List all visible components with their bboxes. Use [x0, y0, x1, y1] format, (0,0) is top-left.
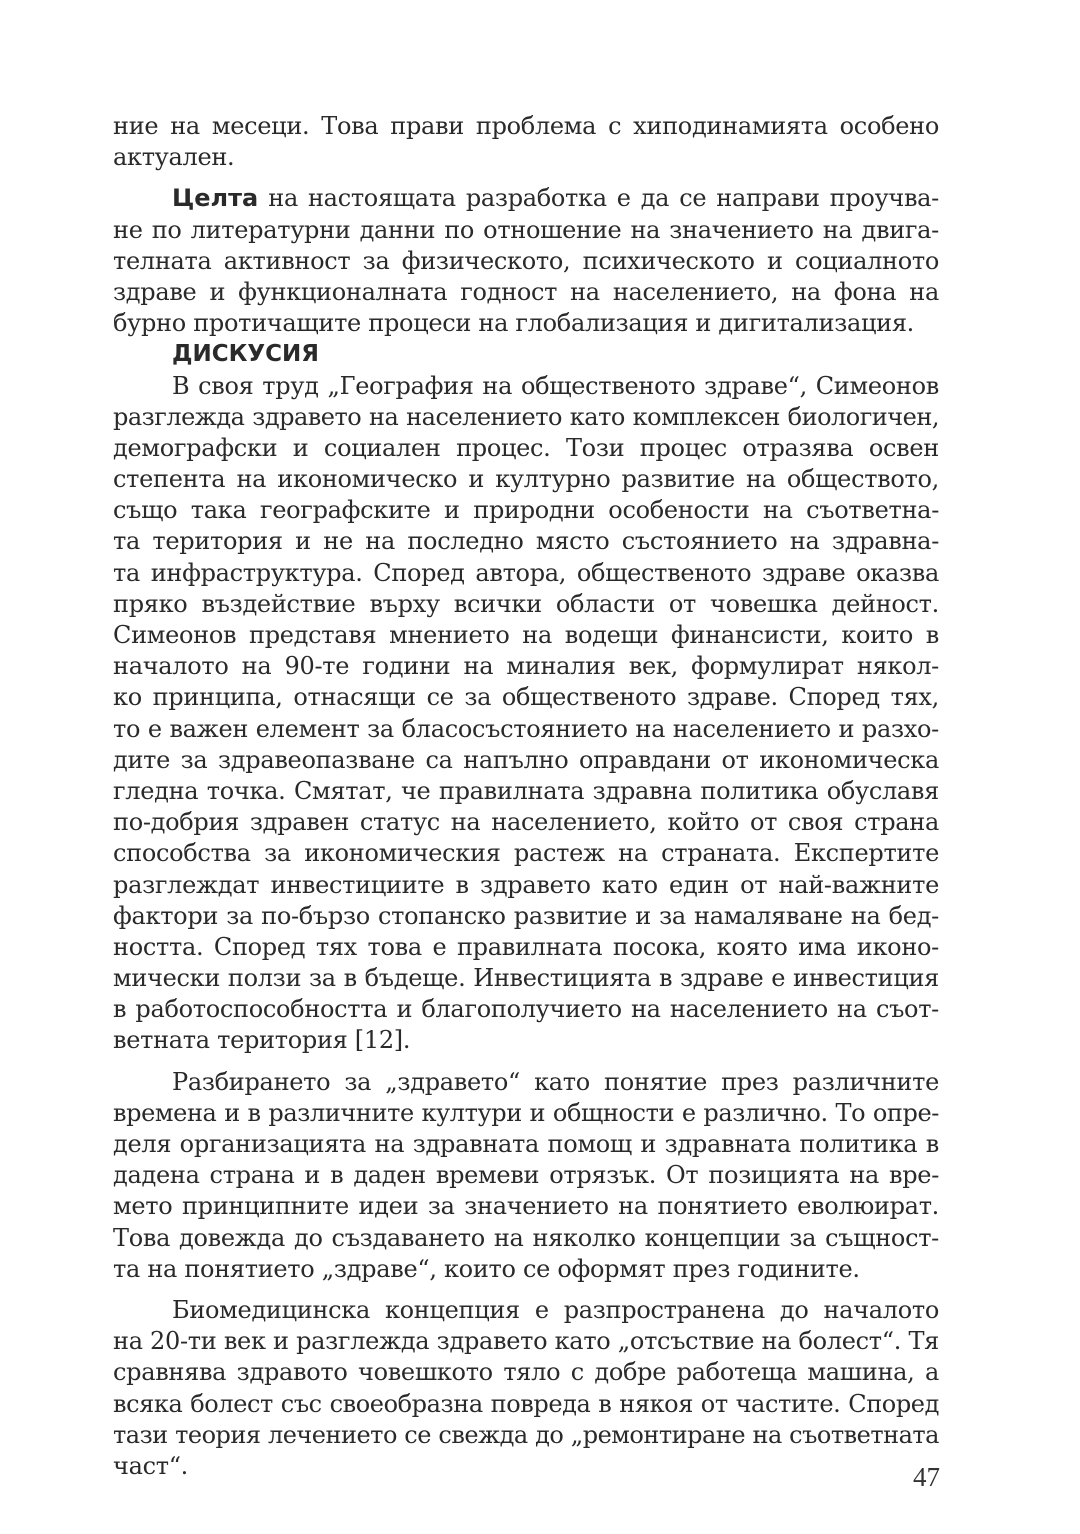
- text-line: актуален.: [113, 143, 235, 172]
- page-body: [113, 111, 939, 1482]
- text-line: ността. Според тях това е правилната посока, която има иконо-: [113, 932, 939, 961]
- text-line: телната активност за физическото, психическото и социалното: [113, 246, 939, 275]
- text-line: на 20-ти век и разглежда здравето като „отсъствие на болест“. Тя: [113, 1327, 939, 1356]
- text-line: разглежда здравето на населението като комплексен биологичен,: [113, 402, 939, 431]
- text-line: всяка болест със своеобразна повреда в някоя от частите. Според: [113, 1389, 939, 1418]
- text-line: пряко въздействие върху всички области от човешка дейност.: [113, 589, 939, 618]
- text-line: здраве и функционалната годност на населението, на фона на: [113, 277, 939, 306]
- section-heading: ДИСКУСИЯ: [172, 341, 319, 368]
- text-line: началото на 90-те години на миналия век, формулират някол-: [113, 652, 939, 681]
- text-line: В своя труд „География на общественото здраве“, Симеонов: [172, 371, 939, 400]
- text-line: способства за икономическия растеж на страната. Експертите: [113, 839, 939, 868]
- text-line: Симеонов представя мнението на водещи финансисти, които в: [113, 621, 939, 649]
- text-line: мето принципните идеи за значението на понятието еволюират.: [113, 1192, 939, 1221]
- text-line: ко принципа, отнасящи се за общественото здраве. Според тях,: [113, 683, 939, 712]
- page-number: 47: [913, 1462, 940, 1492]
- text-line: деля организацията на здравната помощ и здравната политика в: [113, 1130, 939, 1158]
- text-line: то е важен елемент за бласосъстоянието на населението и разхо-: [113, 714, 939, 743]
- text-line: Разбирането за „здравето“ като понятие през различните: [172, 1067, 939, 1096]
- goal-text: на настоящата разработка е да се направи проучва-: [258, 184, 939, 213]
- text-line: степента на икономическо и културно развитие на обществото,: [113, 465, 939, 494]
- text-line: сравнява здравото човешкото тяло с добре работеща машина, а: [113, 1358, 939, 1387]
- text-line: ние на месеци. Това прави проблема с хиподинамията особено: [113, 112, 939, 140]
- text-line: мически ползи за в бъдеще. Инвестицията в здраве е инвестиция: [113, 964, 939, 993]
- text-line: гледна точка. Смятат, че правилната здравна политика обуславя: [113, 776, 939, 805]
- text-line: ветната територия [12].: [113, 1026, 411, 1055]
- text-line: тази теория лечението се свежда до „ремонтиране на съответната: [113, 1420, 939, 1449]
- text-line: Биомедицинска концепция е разпространена до началото: [172, 1295, 939, 1324]
- text-line: също така географските и природни особености на съответна-: [113, 496, 939, 525]
- text-line: дадена страна и в даден времеви отрязък. От позицията на вре-: [113, 1161, 939, 1190]
- text-line: времена и в различните култури и общности е различно. То опре-: [113, 1098, 939, 1127]
- text-line: та инфраструктура. Според автора, общественото здраве оказва: [113, 558, 939, 587]
- text-line: Това довежда до създаването на няколко концепции за същност-: [113, 1223, 939, 1252]
- goal-first-line: [113, 183, 939, 214]
- text-line: не по литературни данни по отношение на значението на двига-: [113, 215, 939, 244]
- text-line: разглеждат инвестициите в здравето като един от най-важните: [113, 870, 939, 899]
- text-line: част“.: [113, 1451, 188, 1480]
- text-line: та територия и не на последно място състоянието на здравна-: [113, 527, 939, 556]
- text-line: бурно протичащите процеси на глобализация и дигитализация.: [113, 309, 914, 338]
- text-line: в работоспособността и благополучието на населението на съот-: [113, 995, 939, 1024]
- text-line: дите за здравеопазване са напълно оправдани от икономическа: [113, 745, 939, 774]
- text-line: демографски и социален процес. Този процес отразява освен: [113, 433, 939, 462]
- text-line: та на понятието „здраве“, които се оформят през годините.: [113, 1254, 860, 1283]
- text-line: фактори за по-бързо стопанско развитие и за намаляване на бед-: [113, 901, 939, 930]
- goal-label: Целта: [172, 184, 259, 213]
- text-line: по-добрия здравен статус на населението, който от своя страна: [113, 808, 939, 837]
